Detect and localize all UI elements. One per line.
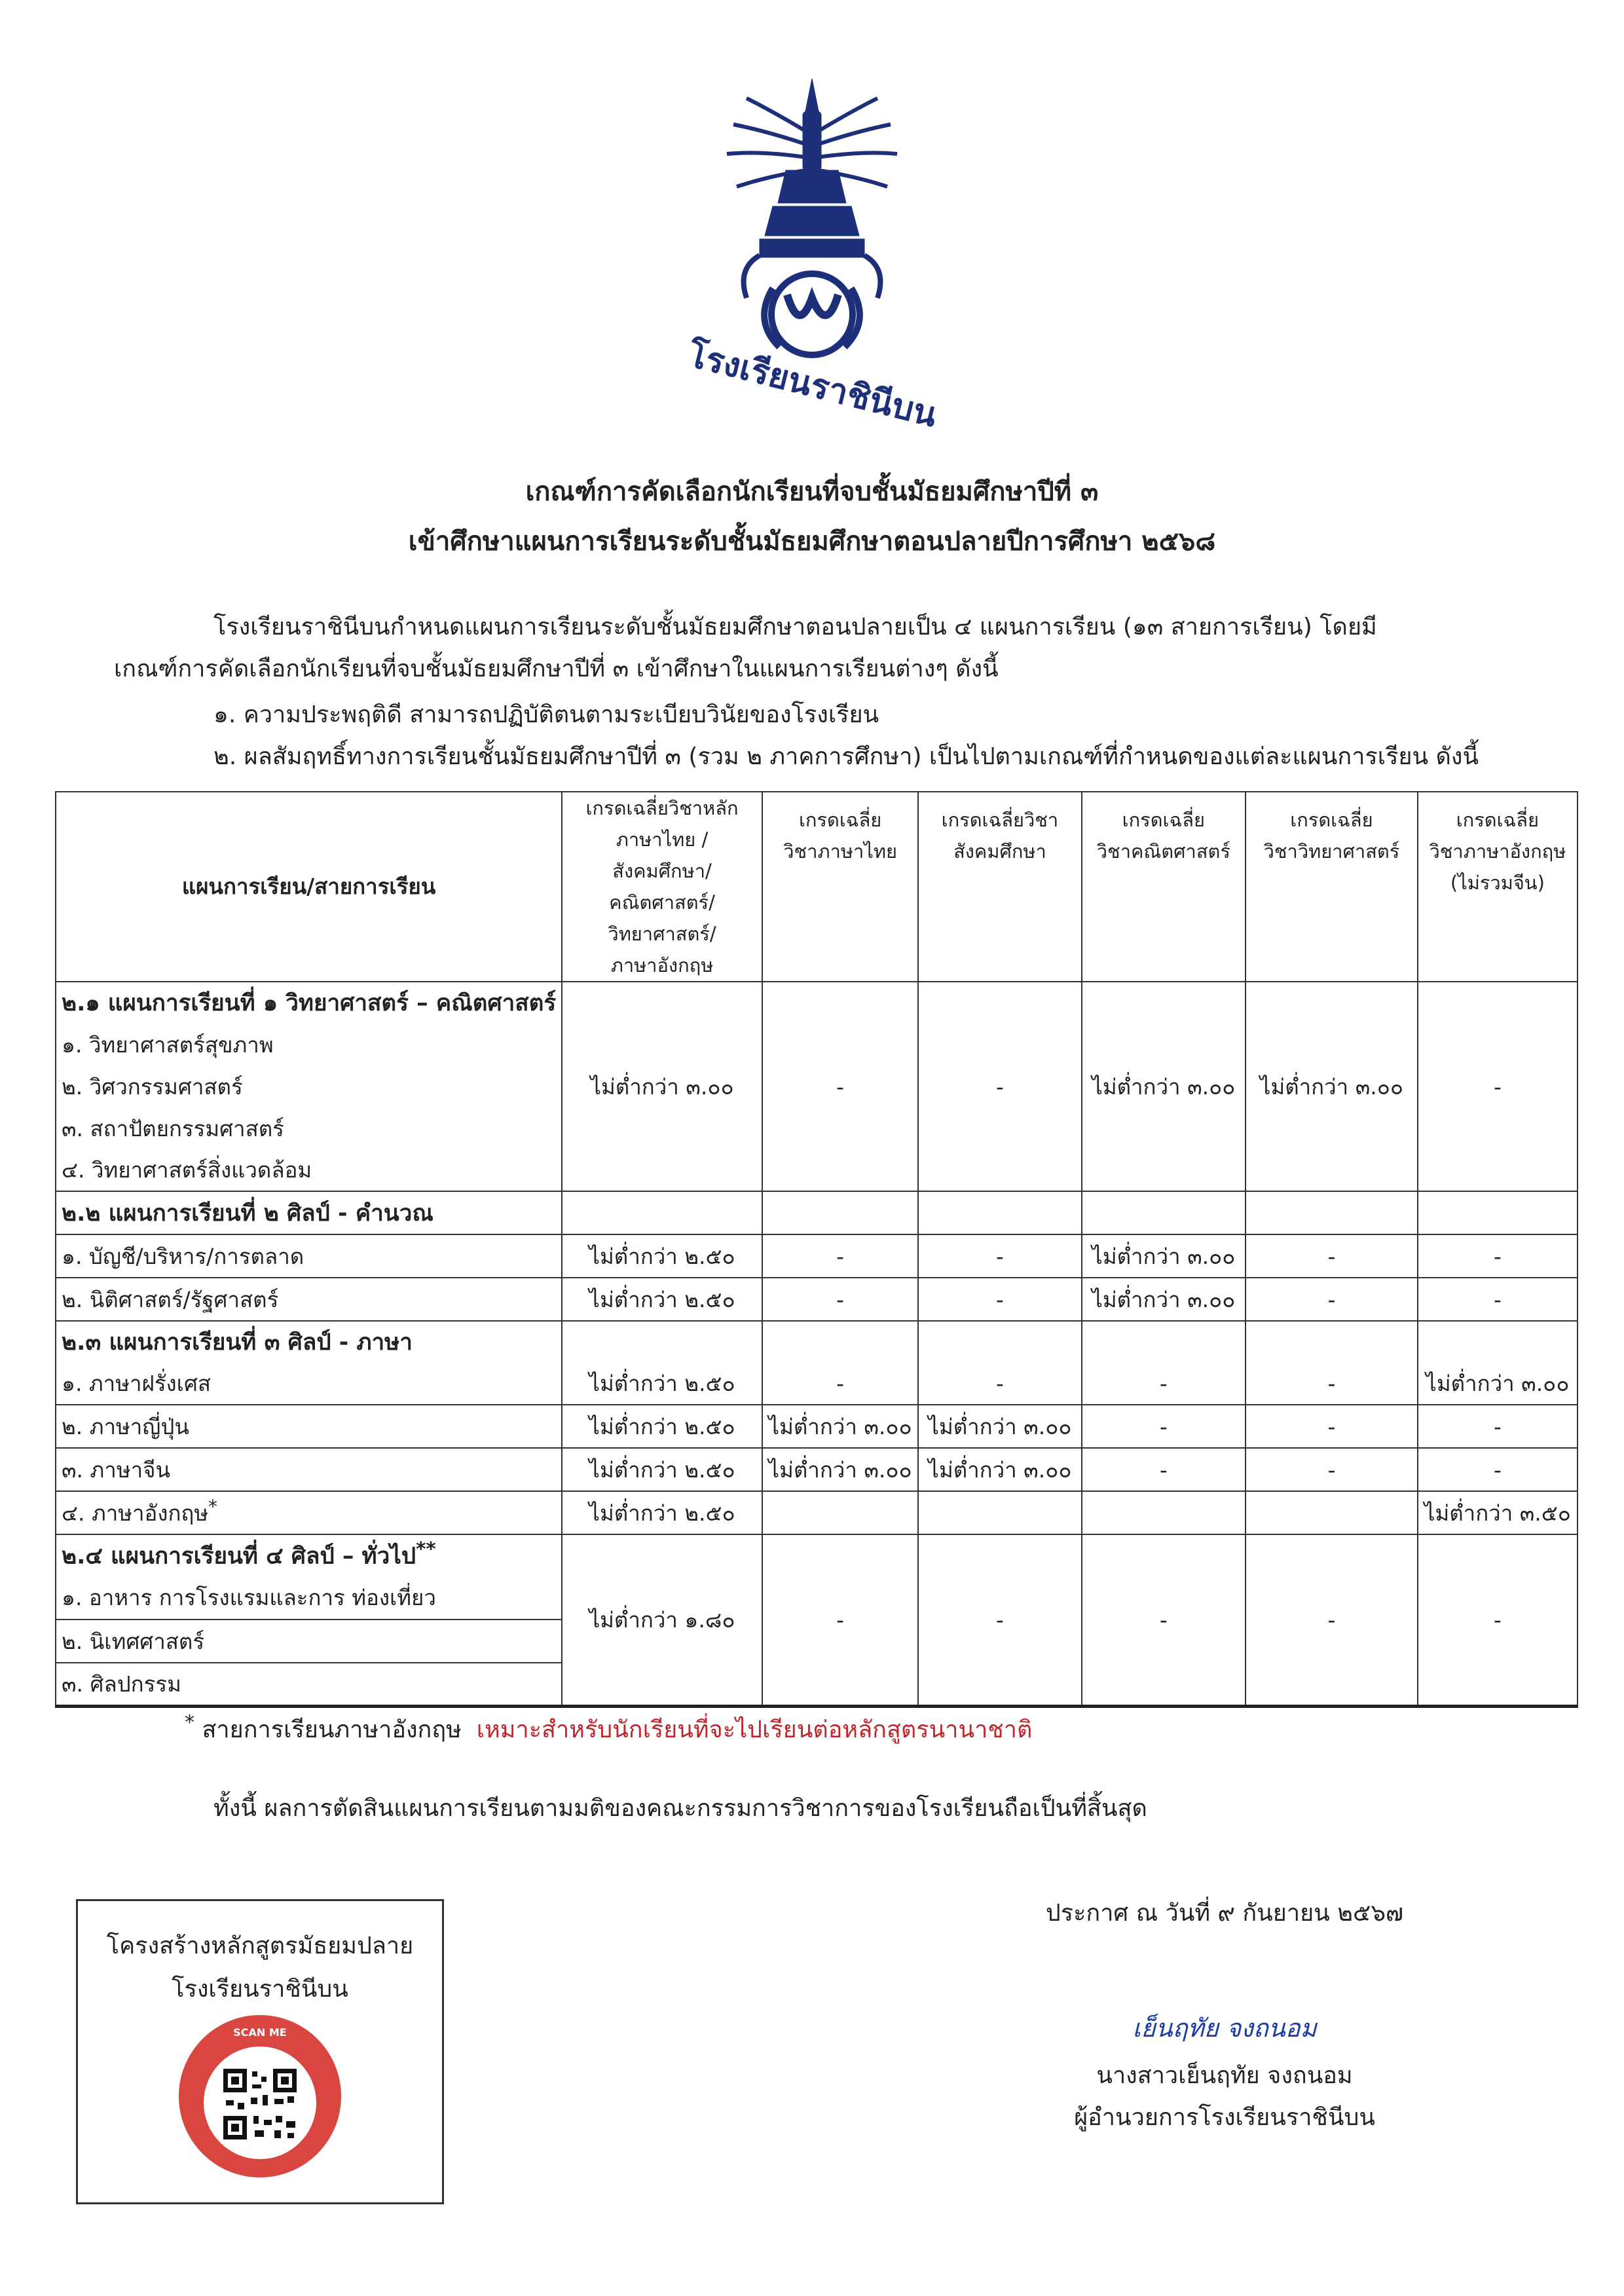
s3-r3-social: ไม่ต่ำกว่า ๓.๐๐: [918, 1448, 1081, 1491]
s1-thai-value: -: [762, 982, 918, 1191]
s1-science-value: ไม่ต่ำกว่า ๓.๐๐: [1246, 982, 1418, 1191]
qr-caption-2: โรงเรียนราชินีบน: [172, 1976, 348, 2003]
s3-r4-core: ไม่ต่ำกว่า ๒.๕๐: [562, 1491, 762, 1534]
heading-line-2: เข้าศึกษาแผนการเรียนระดับชั้นมัธยมศึกษาตอนปลายปีการศึกษา ๒๕๖๘: [408, 527, 1216, 557]
s4-science-value: -: [1246, 1534, 1418, 1706]
s1-english-value: -: [1418, 982, 1578, 1191]
scan-me-label: SCAN ME: [233, 2026, 287, 2039]
s3-r2-social: ไม่ต่ำกว่า ๓.๐๐: [918, 1405, 1081, 1448]
s3-r1-english: ไม่ต่ำกว่า ๓.๐๐: [1418, 1363, 1578, 1405]
s1-math-value: ไม่ต่ำกว่า ๓.๐๐: [1082, 982, 1246, 1191]
signature: เย็นฤทัย จงถนอม: [1132, 2014, 1317, 2043]
footnote-highlight: เหมาะสำหรับนักเรียนที่จะไปเรียนต่อหลักสูตรนานาชาติ: [476, 1716, 1033, 1743]
heading-line-1: เกณฑ์การคัดเลือกนักเรียนที่จบชั้นมัธยมศึกษาปีที่ ๓: [525, 477, 1099, 507]
s4-core-value: ไม่ต่ำกว่า ๑.๘๐: [562, 1534, 762, 1706]
s2-r1-english: -: [1418, 1234, 1578, 1278]
s3-row-3-name: ๓. ภาษาจีน: [56, 1448, 562, 1491]
s3-row-1-name: ๑. ภาษาฝรั่งเศส: [56, 1363, 562, 1405]
s2-r1-thai: -: [762, 1234, 918, 1278]
criteria-table: [55, 791, 1578, 1708]
qr-caption-1: โครงสร้างหลักสูตรมัธยมปลาย: [106, 1933, 414, 1959]
table-row: [56, 1234, 1578, 1278]
s3-r3-math: -: [1082, 1448, 1246, 1491]
s3-r1-science: -: [1246, 1363, 1418, 1405]
section-4-title: ๒.๔ แผนการเรียนที่ ๔ ศิลป์ – ทั่วไป**: [56, 1534, 562, 1576]
s2-r2-social: -: [918, 1278, 1081, 1321]
s2-r2-thai: -: [762, 1278, 918, 1321]
s2-r2-science: -: [1246, 1278, 1418, 1321]
signer-name: นางสาวเย็นฤทัย จงถนอม: [1096, 2062, 1353, 2089]
signer-position: ผู้อำนวยการโรงเรียนราชินีบน: [1074, 2104, 1375, 2131]
school-logo-text: โรงเรียนราชินีบน: [684, 335, 941, 435]
intro-paragraph-line-1: โรงเรียนราชินีบนกำหนดแผนการเรียนระดับชั้นมัธยมศึกษาตอนปลายเป็น ๔ แผนการเรียน (๑๓ สายการเรียน) โดยมี: [213, 614, 1377, 640]
table-row: [56, 1534, 1578, 1576]
s3-r1-social: -: [918, 1363, 1081, 1405]
s3-r3-core: ไม่ต่ำกว่า ๒.๕๐: [562, 1448, 762, 1491]
s3-row-2-name: ๒. ภาษาญี่ปุ่น: [56, 1405, 562, 1448]
s3-r2-science: -: [1246, 1405, 1418, 1448]
s1-item-3: ๓. สถาปัตยกรรมศาสตร์: [56, 1107, 562, 1149]
header-plan: แผนการเรียน/สายการเรียน: [56, 792, 562, 982]
table-row: [56, 1363, 1578, 1405]
announce-date: ประกาศ ณ วันที่ ๙ กันยายน ๒๕๖๗: [1045, 1900, 1404, 1927]
qr-code-box: [76, 1899, 444, 2204]
s3-row-4-name: ๔. ภาษาอังกฤษ*: [56, 1491, 562, 1534]
s2-r1-science: -: [1246, 1234, 1418, 1278]
table-row: [56, 1491, 1578, 1534]
criterion-1: ๑. ความประพฤติดี สามารถปฏิบัติตนตามระเบียบวินัยของโรงเรียน: [213, 701, 879, 728]
table-row: [56, 1278, 1578, 1321]
table-row: [56, 982, 1578, 1024]
intro-paragraph-line-2: เกณฑ์การคัดเลือกนักเรียนที่จบชั้นมัธยมศึกษาปีที่ ๓ เข้าศึกษาในแผนการเรียนต่างๆ ดังนี้: [114, 656, 999, 682]
s2-r2-math: ไม่ต่ำกว่า ๓.๐๐: [1082, 1278, 1246, 1321]
s3-r2-english: -: [1418, 1405, 1578, 1448]
s3-r1-thai: -: [762, 1363, 918, 1405]
s3-r1-core: ไม่ต่ำกว่า ๒.๕๐: [562, 1363, 762, 1405]
s1-social-value: -: [918, 982, 1081, 1191]
section-4-marker: **: [416, 1537, 436, 1560]
s3-r2-core: ไม่ต่ำกว่า ๒.๕๐: [562, 1405, 762, 1448]
section-3-title: ๒.๓ แผนการเรียนที่ ๓ ศิลป์ - ภาษา: [56, 1321, 562, 1363]
header-english-gpa: เกรดเฉลี่ย วิชาภาษาอังกฤษ (ไม่รวมจีน): [1418, 792, 1578, 982]
table-row: [56, 1405, 1578, 1448]
s3-r3-english: -: [1418, 1448, 1578, 1491]
footnote-marker: *: [208, 1496, 217, 1517]
header-science-gpa: เกรดเฉลี่ย วิชาวิทยาศาสตร์: [1246, 792, 1418, 982]
s1-item-1: ๑. วิทยาศาสตร์สุขภาพ: [56, 1024, 562, 1065]
s1-item-4: ๔. วิทยาศาสตร์สิ่งแวดล้อม: [56, 1149, 562, 1191]
s3-r3-science: -: [1246, 1448, 1418, 1491]
school-logo: [674, 72, 950, 439]
decision-statement: ทั้งนี้ ผลการตัดสินแผนการเรียนตามมติของคณะกรรมการวิชาการของโรงเรียนถือเป็นที่สิ้นสุด: [213, 1795, 1147, 1822]
s2-row-2-name: ๒. นิติศาสตร์/รัฐศาสตร์: [56, 1278, 562, 1321]
s2-r1-core: ไม่ต่ำกว่า ๒.๕๐: [562, 1234, 762, 1278]
table-row: [56, 1191, 1578, 1234]
table-row: [56, 1321, 1578, 1363]
s1-core-value: ไม่ต่ำกว่า ๓.๐๐: [562, 982, 762, 1191]
s4-item-2: ๒. นิเทศศาสตร์: [56, 1620, 562, 1663]
footnote: * สายการเรียนภาษาอังกฤษ เหมาะสำหรับนักเรียนที่จะไปเรียนต่อหลักสูตรนานาชาติ: [185, 1711, 1033, 1743]
s2-r1-math: ไม่ต่ำกว่า ๓.๐๐: [1082, 1234, 1246, 1278]
header-social-gpa: เกรดเฉลี่ยวิชา สังคมศึกษา: [918, 792, 1081, 982]
s3-r1-math: -: [1082, 1363, 1246, 1405]
s4-social-value: -: [918, 1534, 1081, 1706]
s1-item-2: ๒. วิศวกรรมศาสตร์: [56, 1065, 562, 1107]
table-row: [56, 1448, 1578, 1491]
header-math-gpa: เกรดเฉลี่ย วิชาคณิตศาสตร์: [1082, 792, 1246, 982]
section-2-title: ๒.๒ แผนการเรียนที่ ๒ ศิลป์ - คำนวณ: [56, 1191, 562, 1234]
criterion-2: ๒. ผลสัมฤทธิ์ทางการเรียนชั้นมัธยมศึกษาปีที่ ๓ (รวม ๒ ภาคการศึกษา) เป็นไปตามเกณฑ์ที่กำหนดของแต่ละแผนการเรียน ดังนี้: [213, 743, 1479, 770]
header-thai-gpa: เกรดเฉลี่ย วิชาภาษาไทย: [762, 792, 918, 982]
s4-thai-value: -: [762, 1534, 918, 1706]
s2-r2-core: ไม่ต่ำกว่า ๒.๕๐: [562, 1278, 762, 1321]
s2-r2-english: -: [1418, 1278, 1578, 1321]
s3-r2-thai: ไม่ต่ำกว่า ๓.๐๐: [762, 1405, 918, 1448]
table-header-row: [56, 792, 1578, 982]
s4-item-3: ๓. ศิลปกรรม: [56, 1663, 562, 1706]
s4-english-value: -: [1418, 1534, 1578, 1706]
s4-math-value: -: [1082, 1534, 1246, 1706]
s2-r1-social: -: [918, 1234, 1081, 1278]
s3-r3-thai: ไม่ต่ำกว่า ๓.๐๐: [762, 1448, 918, 1491]
header-core-gpa: เกรดเฉลี่ยวิชาหลัก ภาษาไทย /สังคมศึกษา/ คณิตศาสตร์/วิทยาศาสตร์/ ภาษาอังกฤษ: [562, 792, 762, 982]
s4-item-1: ๑. อาหาร การโรงแรมและการ ท่องเที่ยว: [56, 1576, 562, 1620]
s2-row-1-name: ๑. บัญชี/บริหาร/การตลาด: [56, 1234, 562, 1278]
s3-r4-english: ไม่ต่ำกว่า ๓.๕๐: [1418, 1491, 1578, 1534]
qr-code[interactable]: [78, 2011, 442, 2181]
section-1-title: ๒.๑ แผนการเรียนที่ ๑ วิทยาศาสตร์ – คณิตศาสตร์: [56, 982, 562, 1024]
s3-r2-math: -: [1082, 1405, 1246, 1448]
